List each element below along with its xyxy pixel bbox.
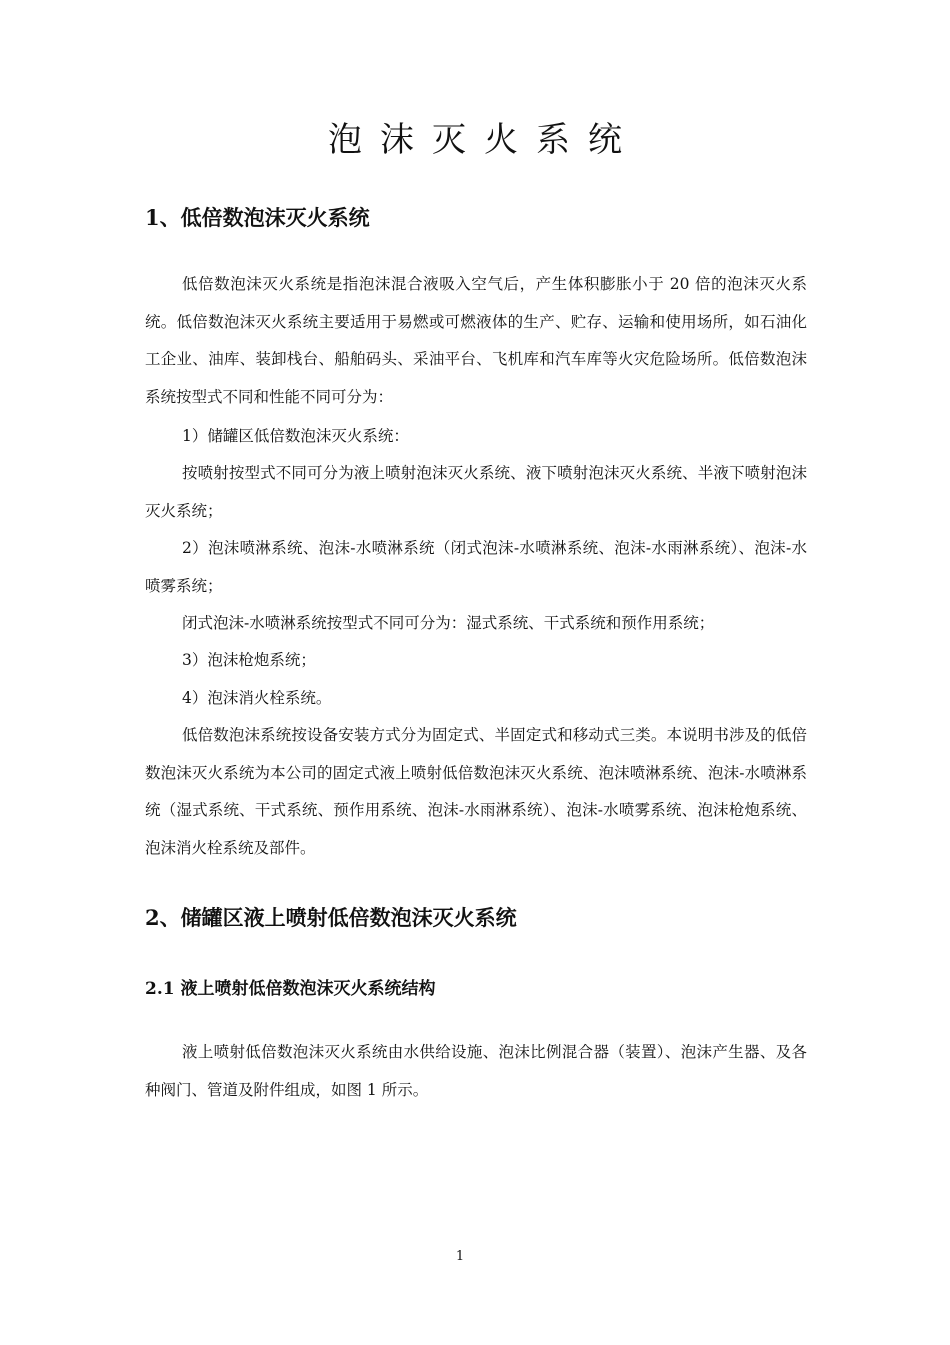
section-1-paragraph: 低倍数泡沫灭火系统是指泡沫混合液吸入空气后，产生体积膨胀小于 20 倍的泡沫灭火系统。低倍数泡沫灭火系统主要适用于易燃或可燃液体的生产、贮存、运输和使用场所，如石油化工企业、油库、装卸栈台、船舶码头、采油平台、飞机库和汽车库等火灾危险场所。低倍数泡沫系统按型式不同和性能不同可分为： [145, 275, 807, 406]
page-number: 1 [455, 1249, 465, 1264]
section-1-list-item: 4）泡沫消火栓系统。 [182, 689, 332, 707]
section-1-list-item: 3）泡沫枪炮系统； [182, 651, 316, 669]
section-1-paragraph: 闭式泡沫-水喷淋系统按型式不同可分为：湿式系统、干式系统和预作用系统； [182, 614, 715, 632]
document-title: 泡沫灭火系统 [328, 120, 640, 160]
section-1-list-item: 1）储罐区低倍数泡沫灭火系统： [182, 427, 409, 445]
subsection-2-1-paragraph: 液上喷射低倍数泡沫灭火系统由水供给设施、泡沫比例混合器（装置）、泡沫产生器、及各种阀门、管道及附件组成，如图 1 所示。 [145, 1043, 807, 1099]
subsection-2-1-heading: 2.1 液上喷射低倍数泡沫灭火系统结构 [145, 979, 436, 999]
section-1-heading: 1、低倍数泡沫灭火系统 [145, 205, 370, 230]
section-2-heading: 2、储罐区液上喷射低倍数泡沫灭火系统 [145, 905, 517, 930]
section-1-paragraph: 低倍数泡沫系统按设备安装方式分为固定式、半固定式和移动式三类。本说明书涉及的低倍数泡沫灭火系统为本公司的固定式液上喷射低倍数泡沫灭火系统、泡沫喷淋系统、泡沫-水喷淋系统（湿式系统、干式系统、预作用系统、泡沫-水雨淋系统）、泡沫-水喷雾系统、泡沫枪炮系统、泡沫消火栓系统及部件。 [145, 726, 807, 857]
section-1-paragraph: 按喷射按型式不同可分为液上喷射泡沫灭火系统、液下喷射泡沫灭火系统、半液下喷射泡沫灭火系统； [145, 464, 807, 520]
section-1-list-item: 2）泡沫喷淋系统、泡沫-水喷淋系统（闭式泡沫-水喷淋系统、泡沫-水雨淋系统）、泡沫-水喷雾系统； [145, 539, 807, 595]
